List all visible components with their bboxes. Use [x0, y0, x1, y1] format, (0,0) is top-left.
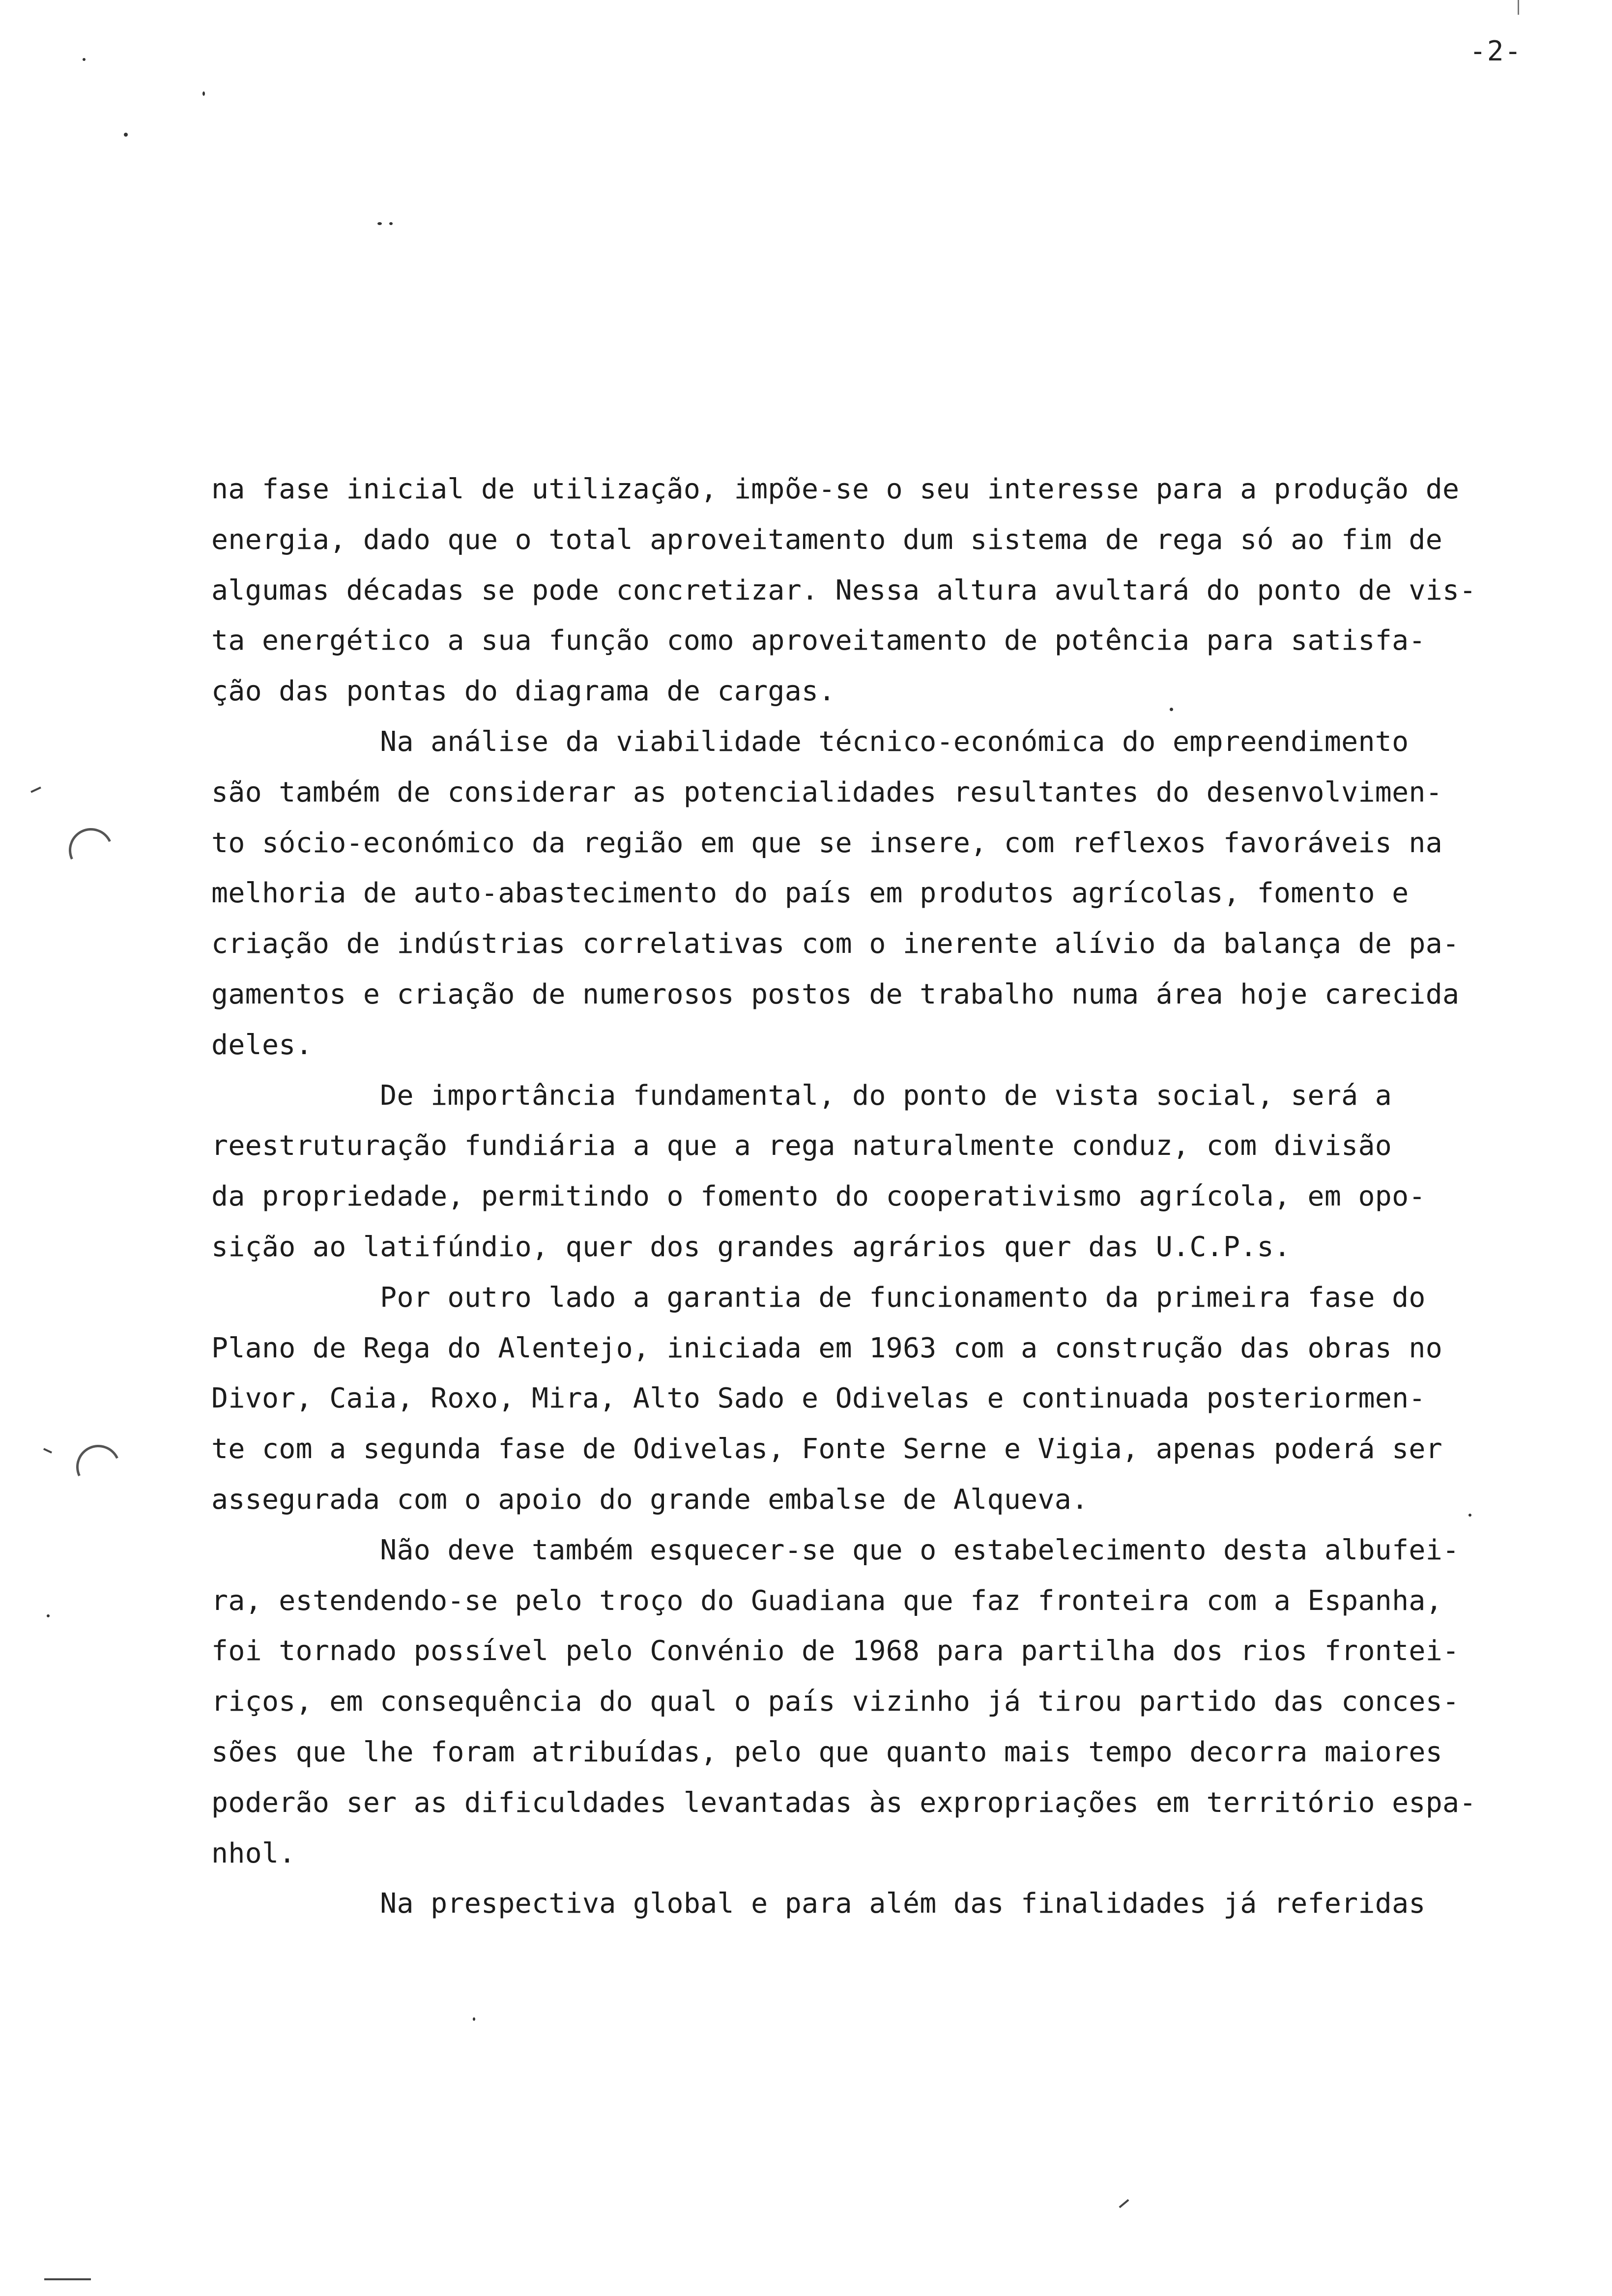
- scan-speck: [473, 2017, 475, 2021]
- top-edge-line: [1518, 0, 1519, 15]
- text-line: assegurada com o apoio do grande embalse de Alqueva.: [211, 1483, 1089, 1516]
- text-line: riços, em consequência do qual o país vizinho já tirou partido das conces-: [211, 1686, 1460, 1718]
- text-line: foi tornado possível pelo Convénio de 1968 para partilha dos rios frontei-: [211, 1635, 1460, 1667]
- scan-speck: [389, 222, 393, 225]
- text-line: ra, estendendo-se pelo troço do Guadiana que faz fronteira com a Espanha,: [211, 1584, 1443, 1617]
- text-line: Não deve também esquecer-se que o estabelecimento desta albufei-: [211, 1534, 1460, 1566]
- text-line: Na análise da viabilidade técnico-económica do empreendimento: [211, 725, 1409, 758]
- text-line: te com a segunda fase de Odivelas, Fonte Serne e Vigia, apenas poderá ser: [211, 1433, 1443, 1465]
- text-line: da propriedade, permitindo o fomento do cooperativismo agrícola, em opo-: [211, 1180, 1426, 1213]
- margin-tick-mark: [30, 787, 41, 793]
- text-line: algumas décadas se pode concretizar. Nessa altura avultará do ponto de vis-: [211, 574, 1476, 606]
- text-line: reestruturação fundiária a que a rega naturalmente conduz, com divisão: [211, 1130, 1392, 1162]
- scan-speck: [1170, 708, 1173, 711]
- text-line: ção das pontas do diagrama de cargas.: [211, 675, 835, 708]
- bottom-edge-line: [44, 2278, 91, 2280]
- text-line: gamentos e criação de numerosos postos de trabalho numa área hoje carecida: [211, 978, 1460, 1010]
- scan-speck: [202, 91, 205, 96]
- scan-speck: [124, 133, 128, 137]
- text-line: Por outro lado a garantia de funcionamento da primeira fase do: [211, 1281, 1426, 1314]
- scan-speck: [1468, 1514, 1471, 1517]
- text-line: deles.: [211, 1029, 313, 1061]
- text-line: Plano de Rega do Alentejo, iniciada em 1963 com a construção das obras no: [211, 1332, 1443, 1364]
- text-line: sição ao latifúndio, quer dos grandes agrários quer das U.C.P.s.: [211, 1231, 1291, 1263]
- document-body: [211, 464, 1568, 1929]
- text-line: melhoria de auto-abastecimento do país em produtos agrícolas, fomento e: [211, 877, 1409, 910]
- page-number: -2-: [1469, 35, 1523, 67]
- text-line: poderão ser as dificuldades levantadas às expropriações em território espa-: [211, 1786, 1476, 1819]
- text-line: energia, dado que o total aproveitamento dum sistema de rega só ao fim de: [211, 523, 1443, 556]
- text-line: nhol.: [211, 1837, 296, 1869]
- scan-speck: [47, 1614, 50, 1617]
- text-line: na fase inicial de utilização, impõe-se o seu interesse para a produção de: [211, 473, 1460, 505]
- text-line: criação de indústrias correlativas com o inerente alívio da balança de pa-: [211, 928, 1460, 960]
- scan-speck: [377, 222, 382, 225]
- punch-hole-mark: [70, 1438, 126, 1495]
- scan-speck: [83, 58, 86, 61]
- text-line: Na prespectiva global e para além das finalidades já referidas: [211, 1888, 1426, 1920]
- text-line: ta energético a sua função como aproveitamento de potência para satisfa-: [211, 625, 1426, 657]
- text-line: to sócio-económico da região em que se insere, com reflexos favoráveis na: [211, 827, 1443, 859]
- text-line: De importância fundamental, do ponto de vista social, será a: [211, 1079, 1392, 1112]
- punch-hole-mark: [62, 822, 119, 878]
- margin-tick-mark: [1119, 2199, 1129, 2208]
- margin-tick-mark: [43, 1448, 52, 1453]
- text-line: Divor, Caia, Roxo, Mira, Alto Sado e Odivelas e continuada posteriormen-: [211, 1382, 1426, 1415]
- text-line: sões que lhe foram atribuídas, pelo que quanto mais tempo decorra maiores: [211, 1736, 1443, 1768]
- text-line: são também de considerar as potencialidades resultantes do desenvolvimen-: [211, 776, 1443, 808]
